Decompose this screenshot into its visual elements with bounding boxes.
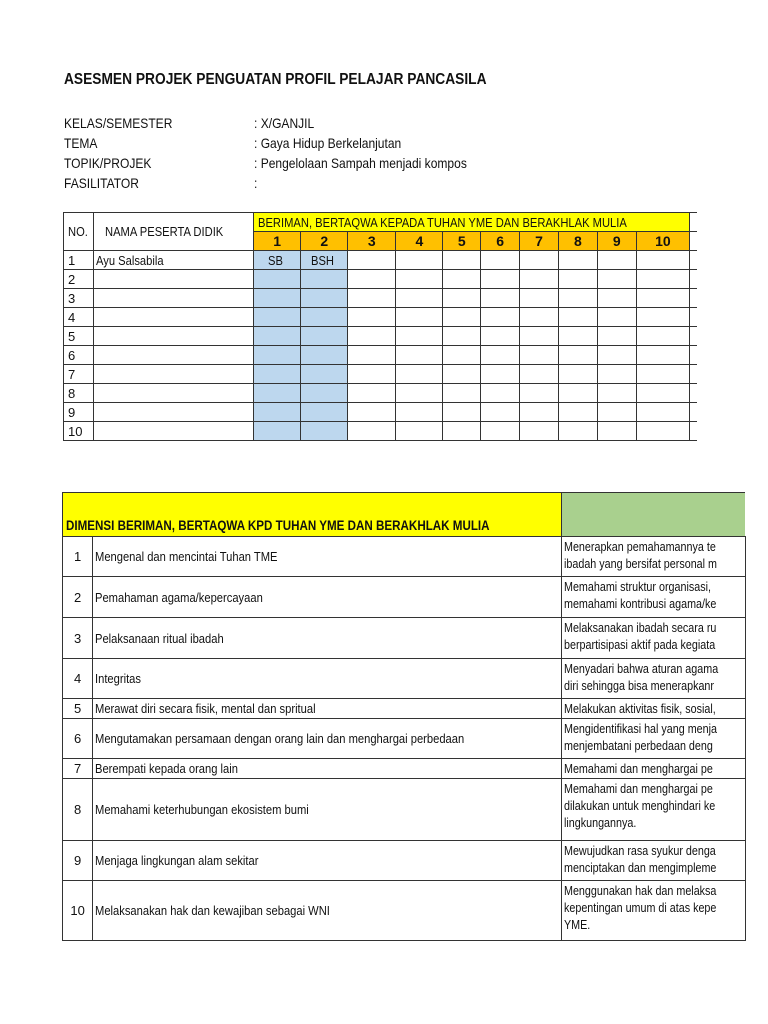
score-cell[interactable] (396, 327, 443, 346)
description-line: menciptakan dan mengimpleme (563, 861, 716, 875)
score-cell[interactable] (481, 308, 520, 327)
score-cell[interactable] (597, 403, 636, 422)
info-value: : (254, 175, 258, 191)
dimension-element: Mengenal dan mencintai Tuhan TME (95, 549, 278, 564)
score-cell[interactable] (396, 365, 443, 384)
student-name-cell[interactable] (94, 270, 254, 289)
score-cell[interactable] (520, 403, 559, 422)
table-row (64, 308, 697, 327)
dimension-row-number: 5 (63, 699, 93, 719)
dimension-element: Pemahaman agama/kepercayaan (95, 589, 263, 605)
dimension-element-cell (93, 537, 561, 577)
dimension-row-number: 6 (63, 719, 93, 759)
indicator-number: 5 (443, 232, 481, 251)
score-cell[interactable] (481, 346, 520, 365)
score-cell[interactable] (558, 251, 597, 270)
score-cell[interactable] (301, 384, 348, 403)
table-row (64, 289, 697, 308)
col-no-text: NO. (68, 224, 88, 239)
dimension-header-text: DIMENSI BERIMAN, BERTAQWA KPD TUHAN YME DAN BERAKHLAK MULIA (66, 518, 490, 533)
score-cell[interactable] (396, 346, 443, 365)
score-cell[interactable] (396, 403, 443, 422)
score-cell[interactable] (481, 422, 520, 441)
description-line: Mewujudkan rasa syukur denga (563, 844, 716, 858)
row-number: 5 (64, 327, 94, 346)
description-line: Menyadari bahwa aturan agama (563, 662, 718, 676)
filler-cell (690, 232, 697, 251)
score-cell[interactable] (636, 270, 689, 289)
description-line: kepentingan umum di atas kepe (563, 901, 716, 915)
student-name-cell[interactable] (94, 403, 254, 422)
score-cell[interactable] (481, 289, 520, 308)
filler-cell (690, 308, 697, 327)
dimension-row (63, 537, 746, 577)
filler-cell (690, 384, 697, 403)
indicator-number: 7 (520, 232, 559, 251)
dimension-row (63, 759, 746, 779)
score-cell[interactable] (254, 251, 301, 270)
score-cell[interactable] (254, 422, 301, 441)
table-row (64, 422, 697, 441)
dimension-group-text: BERIMAN, BERTAQWA KEPADA TUHAN YME DAN BERAKHLAK MULIA (258, 214, 627, 230)
score-cell[interactable] (520, 365, 559, 384)
score-cell[interactable] (254, 270, 301, 289)
score-cell[interactable] (520, 251, 559, 270)
score-cell[interactable] (301, 308, 348, 327)
indicator-number: 6 (481, 232, 520, 251)
description-line: Menggunakan hak dan melaksa (563, 884, 716, 898)
indicator-number: 1 (254, 232, 301, 251)
dimension-description (561, 759, 745, 779)
description-line: Memahami struktur organisasi, (563, 580, 711, 594)
description-line: diri sehingga bisa menerapkanr (563, 679, 714, 693)
score-cell[interactable] (443, 384, 481, 403)
filler-cell (690, 403, 697, 422)
score-cell[interactable] (254, 289, 301, 308)
score-cell[interactable] (348, 422, 396, 441)
description-line: Memahami dan menghargai pe (563, 762, 713, 776)
dimension-element-cell (93, 881, 561, 941)
info-label: KELAS/SEMESTER (64, 115, 173, 131)
row-number: 8 (64, 384, 94, 403)
score-cell[interactable] (558, 270, 597, 289)
dimension-element: Pelaksanaan ritual ibadah (95, 630, 224, 646)
dimension-row (63, 719, 746, 759)
page-title (64, 71, 555, 89)
score-cell[interactable] (481, 327, 520, 346)
indicator-number: 4 (396, 232, 443, 251)
score-cell[interactable] (597, 251, 636, 270)
dimension-description (561, 779, 745, 841)
dimension-row (63, 699, 746, 719)
dimension-row-number: 4 (63, 659, 93, 699)
dimension-row (63, 618, 746, 659)
col-name-header (94, 213, 254, 251)
filler-cell (690, 422, 697, 441)
dimension-row-number: 8 (63, 779, 93, 841)
description-line: dilakukan untuk menghindari ke (563, 799, 715, 813)
score-cell[interactable] (301, 422, 348, 441)
score-cell[interactable] (348, 327, 396, 346)
dimension-description (561, 719, 745, 759)
filler-cell (690, 251, 697, 270)
description-line: menjembatani perbedaan deng (563, 739, 713, 753)
row-number: 9 (64, 403, 94, 422)
score-cell[interactable] (348, 289, 396, 308)
score-cell[interactable] (558, 289, 597, 308)
dimension-row (63, 779, 746, 841)
score-cell[interactable] (396, 308, 443, 327)
student-name-cell[interactable] (94, 422, 254, 441)
indicator-number: 10 (636, 232, 689, 251)
score-cell[interactable] (520, 384, 559, 403)
info-label: FASILITATOR (64, 175, 139, 191)
score-cell[interactable] (558, 384, 597, 403)
dimension-description (561, 881, 745, 941)
dimension-element-cell (93, 841, 561, 881)
description-line: Memahami dan menghargai pe (563, 782, 713, 796)
description-line: berpartisipasi aktif pada kegiata (563, 638, 715, 652)
dimension-element-cell (93, 618, 561, 659)
filler-cell (690, 213, 697, 232)
dimension-header-row (63, 493, 746, 537)
score-cell[interactable] (558, 403, 597, 422)
score-cell[interactable] (396, 422, 443, 441)
score-cell[interactable] (443, 422, 481, 441)
dimension-row (63, 577, 746, 618)
score-cell[interactable] (348, 403, 396, 422)
assessment-score-table (63, 212, 697, 441)
score-cell[interactable] (443, 289, 481, 308)
score-cell[interactable] (301, 327, 348, 346)
row-number: 1 (64, 251, 94, 270)
student-name-cell[interactable] (94, 289, 254, 308)
filler-cell (690, 346, 697, 365)
info-label: TOPIK/PROJEK (64, 155, 152, 171)
score-cell[interactable] (396, 384, 443, 403)
dimension-element-cell (93, 577, 561, 618)
score-cell[interactable] (443, 308, 481, 327)
dimension-description (561, 618, 745, 659)
score-cell[interactable] (348, 251, 396, 270)
score-cell[interactable] (636, 251, 689, 270)
score-cell[interactable] (597, 365, 636, 384)
score-cell[interactable] (636, 365, 689, 384)
score-cell[interactable] (396, 289, 443, 308)
description-line: Menerapkan pemahamannya te (563, 540, 716, 554)
filler-cell (690, 289, 697, 308)
score-value: SB (268, 252, 284, 268)
indicator-number: 8 (558, 232, 597, 251)
score-cell[interactable] (254, 327, 301, 346)
dimension-row (63, 881, 746, 941)
score-cell[interactable] (558, 308, 597, 327)
score-cell[interactable] (520, 327, 559, 346)
dimension-element: Integritas (95, 671, 142, 686)
score-cell[interactable] (481, 251, 520, 270)
score-cell[interactable] (520, 346, 559, 365)
row-number: 7 (64, 365, 94, 384)
score-cell[interactable] (636, 384, 689, 403)
row-number: 2 (64, 270, 94, 289)
dimension-description-table (62, 492, 746, 941)
dimension-element: Menjaga lingkungan alam sekitar (95, 853, 259, 868)
dimension-header (63, 493, 562, 537)
dimension-description (561, 841, 745, 881)
dimension-element-cell (93, 659, 561, 699)
score-cell[interactable] (597, 308, 636, 327)
description-line: ibadah yang bersifat personal m (563, 557, 717, 571)
dimension-row-number: 10 (63, 881, 93, 941)
dimension-row-number: 1 (63, 537, 93, 577)
dimension-element-cell (93, 759, 561, 779)
score-cell[interactable] (636, 422, 689, 441)
score-cell[interactable] (597, 289, 636, 308)
student-name-cell[interactable] (94, 308, 254, 327)
score-cell[interactable] (443, 270, 481, 289)
dimension-row-number: 7 (63, 759, 93, 779)
student-name-cell[interactable] (94, 346, 254, 365)
table-row (64, 384, 697, 403)
student-name-cell[interactable] (94, 365, 254, 384)
score-cell[interactable] (396, 270, 443, 289)
table-row (64, 251, 697, 270)
score-cell[interactable] (597, 384, 636, 403)
indicator-number: 9 (597, 232, 636, 251)
description-line: Melakukan aktivitas fisik, sosial, (563, 702, 716, 716)
description-line: lingkungannya. (563, 816, 636, 830)
score-cell[interactable] (520, 308, 559, 327)
score-cell[interactable] (520, 422, 559, 441)
description-line: YME. (563, 918, 590, 932)
dimension-row-number: 9 (63, 841, 93, 881)
score-cell[interactable] (443, 403, 481, 422)
score-cell[interactable] (301, 346, 348, 365)
score-cell[interactable] (597, 422, 636, 441)
row-number: 3 (64, 289, 94, 308)
table-row (64, 365, 697, 384)
score-cell[interactable] (520, 270, 559, 289)
dimension-element-cell (93, 779, 561, 841)
score-cell[interactable] (481, 384, 520, 403)
filler-cell (690, 270, 697, 289)
dimension-element: Memahami keterhubungan ekosistem bumi (95, 802, 309, 817)
dimension-description (561, 537, 745, 577)
dimension-row-number: 3 (63, 618, 93, 659)
dimension-group-header (254, 213, 690, 232)
row-number: 10 (64, 422, 94, 441)
score-cell[interactable] (558, 327, 597, 346)
dimension-element: Melaksanakan hak dan kewajiban sebagai WNI (95, 903, 331, 918)
indicator-number: 3 (348, 232, 396, 251)
table-row (64, 270, 697, 289)
student-name: Ayu Salsabila (96, 252, 164, 268)
dimension-description (561, 577, 745, 618)
info-value: : X/GANJIL (254, 115, 315, 131)
info-value: : Gaya Hidup Berkelanjutan (254, 135, 402, 151)
dimension-element-cell (93, 719, 561, 759)
col-no-header (64, 213, 94, 251)
score-cell[interactable] (348, 308, 396, 327)
score-cell[interactable] (301, 365, 348, 384)
dimension-description (561, 699, 745, 719)
student-name-cell[interactable] (94, 251, 254, 270)
dimension-element: Merawat diri secara fisik, mental dan spritual (95, 701, 316, 716)
table-row (64, 346, 697, 365)
score-cell[interactable] (636, 308, 689, 327)
score-cell[interactable] (558, 346, 597, 365)
score-cell[interactable] (348, 346, 396, 365)
score-cell[interactable] (520, 289, 559, 308)
score-cell[interactable] (597, 270, 636, 289)
table-row (64, 327, 697, 346)
description-line: memahami kontribusi agama/ke (563, 597, 716, 611)
dimension-row-number: 2 (63, 577, 93, 618)
score-cell[interactable] (443, 365, 481, 384)
score-cell[interactable] (443, 346, 481, 365)
description-line: Mengidentifikasi hal yang menja (563, 722, 717, 736)
score-cell[interactable] (254, 346, 301, 365)
dimension-description (561, 659, 745, 699)
score-cell[interactable] (443, 327, 481, 346)
dimension-element-cell (93, 699, 561, 719)
score-cell[interactable] (597, 327, 636, 346)
score-cell[interactable] (301, 251, 348, 270)
info-value: : Pengelolaan Sampah menjadi kompos (254, 155, 467, 171)
score-cell[interactable] (254, 403, 301, 422)
score-cell[interactable] (636, 403, 689, 422)
score-cell[interactable] (636, 327, 689, 346)
score-cell[interactable] (481, 365, 520, 384)
score-cell[interactable] (301, 270, 348, 289)
score-cell[interactable] (254, 365, 301, 384)
score-value: BSH (310, 252, 334, 268)
score-cell[interactable] (348, 384, 396, 403)
score-cell[interactable] (636, 289, 689, 308)
col-name-text: NAMA PESERTA DIDIK (104, 224, 224, 239)
score-cell[interactable] (597, 346, 636, 365)
score-cell[interactable] (301, 289, 348, 308)
indicator-number: 2 (301, 232, 348, 251)
student-name-cell[interactable] (94, 327, 254, 346)
score-cell[interactable] (301, 403, 348, 422)
info-label: TEMA (64, 135, 98, 151)
score-cell[interactable] (481, 403, 520, 422)
filler-cell (690, 327, 697, 346)
score-cell[interactable] (254, 308, 301, 327)
dimension-row (63, 659, 746, 699)
score-cell[interactable] (636, 346, 689, 365)
row-number: 4 (64, 308, 94, 327)
score-cell[interactable] (443, 251, 481, 270)
filler-cell (690, 365, 697, 384)
score-cell[interactable] (396, 251, 443, 270)
description-line: Melaksanakan ibadah secara ru (563, 621, 716, 635)
table-row (64, 403, 697, 422)
dimension-element: Berempati kepada orang lain (95, 761, 239, 776)
dimension-element: Mengutamakan persamaan dengan orang lain dan menghargai perbedaan (95, 731, 465, 746)
row-number: 6 (64, 346, 94, 365)
score-cell[interactable] (558, 422, 597, 441)
table-header-row (64, 213, 697, 232)
score-cell[interactable] (348, 365, 396, 384)
score-cell[interactable] (254, 384, 301, 403)
page-title-text: ASESMEN PROJEK PENGUATAN PROFIL PELAJAR PANCASILA (64, 71, 487, 88)
student-name-cell[interactable] (94, 384, 254, 403)
score-cell[interactable] (348, 270, 396, 289)
score-cell[interactable] (558, 365, 597, 384)
dimension-header-green-cell (561, 493, 745, 537)
dimension-row (63, 841, 746, 881)
score-cell[interactable] (481, 270, 520, 289)
